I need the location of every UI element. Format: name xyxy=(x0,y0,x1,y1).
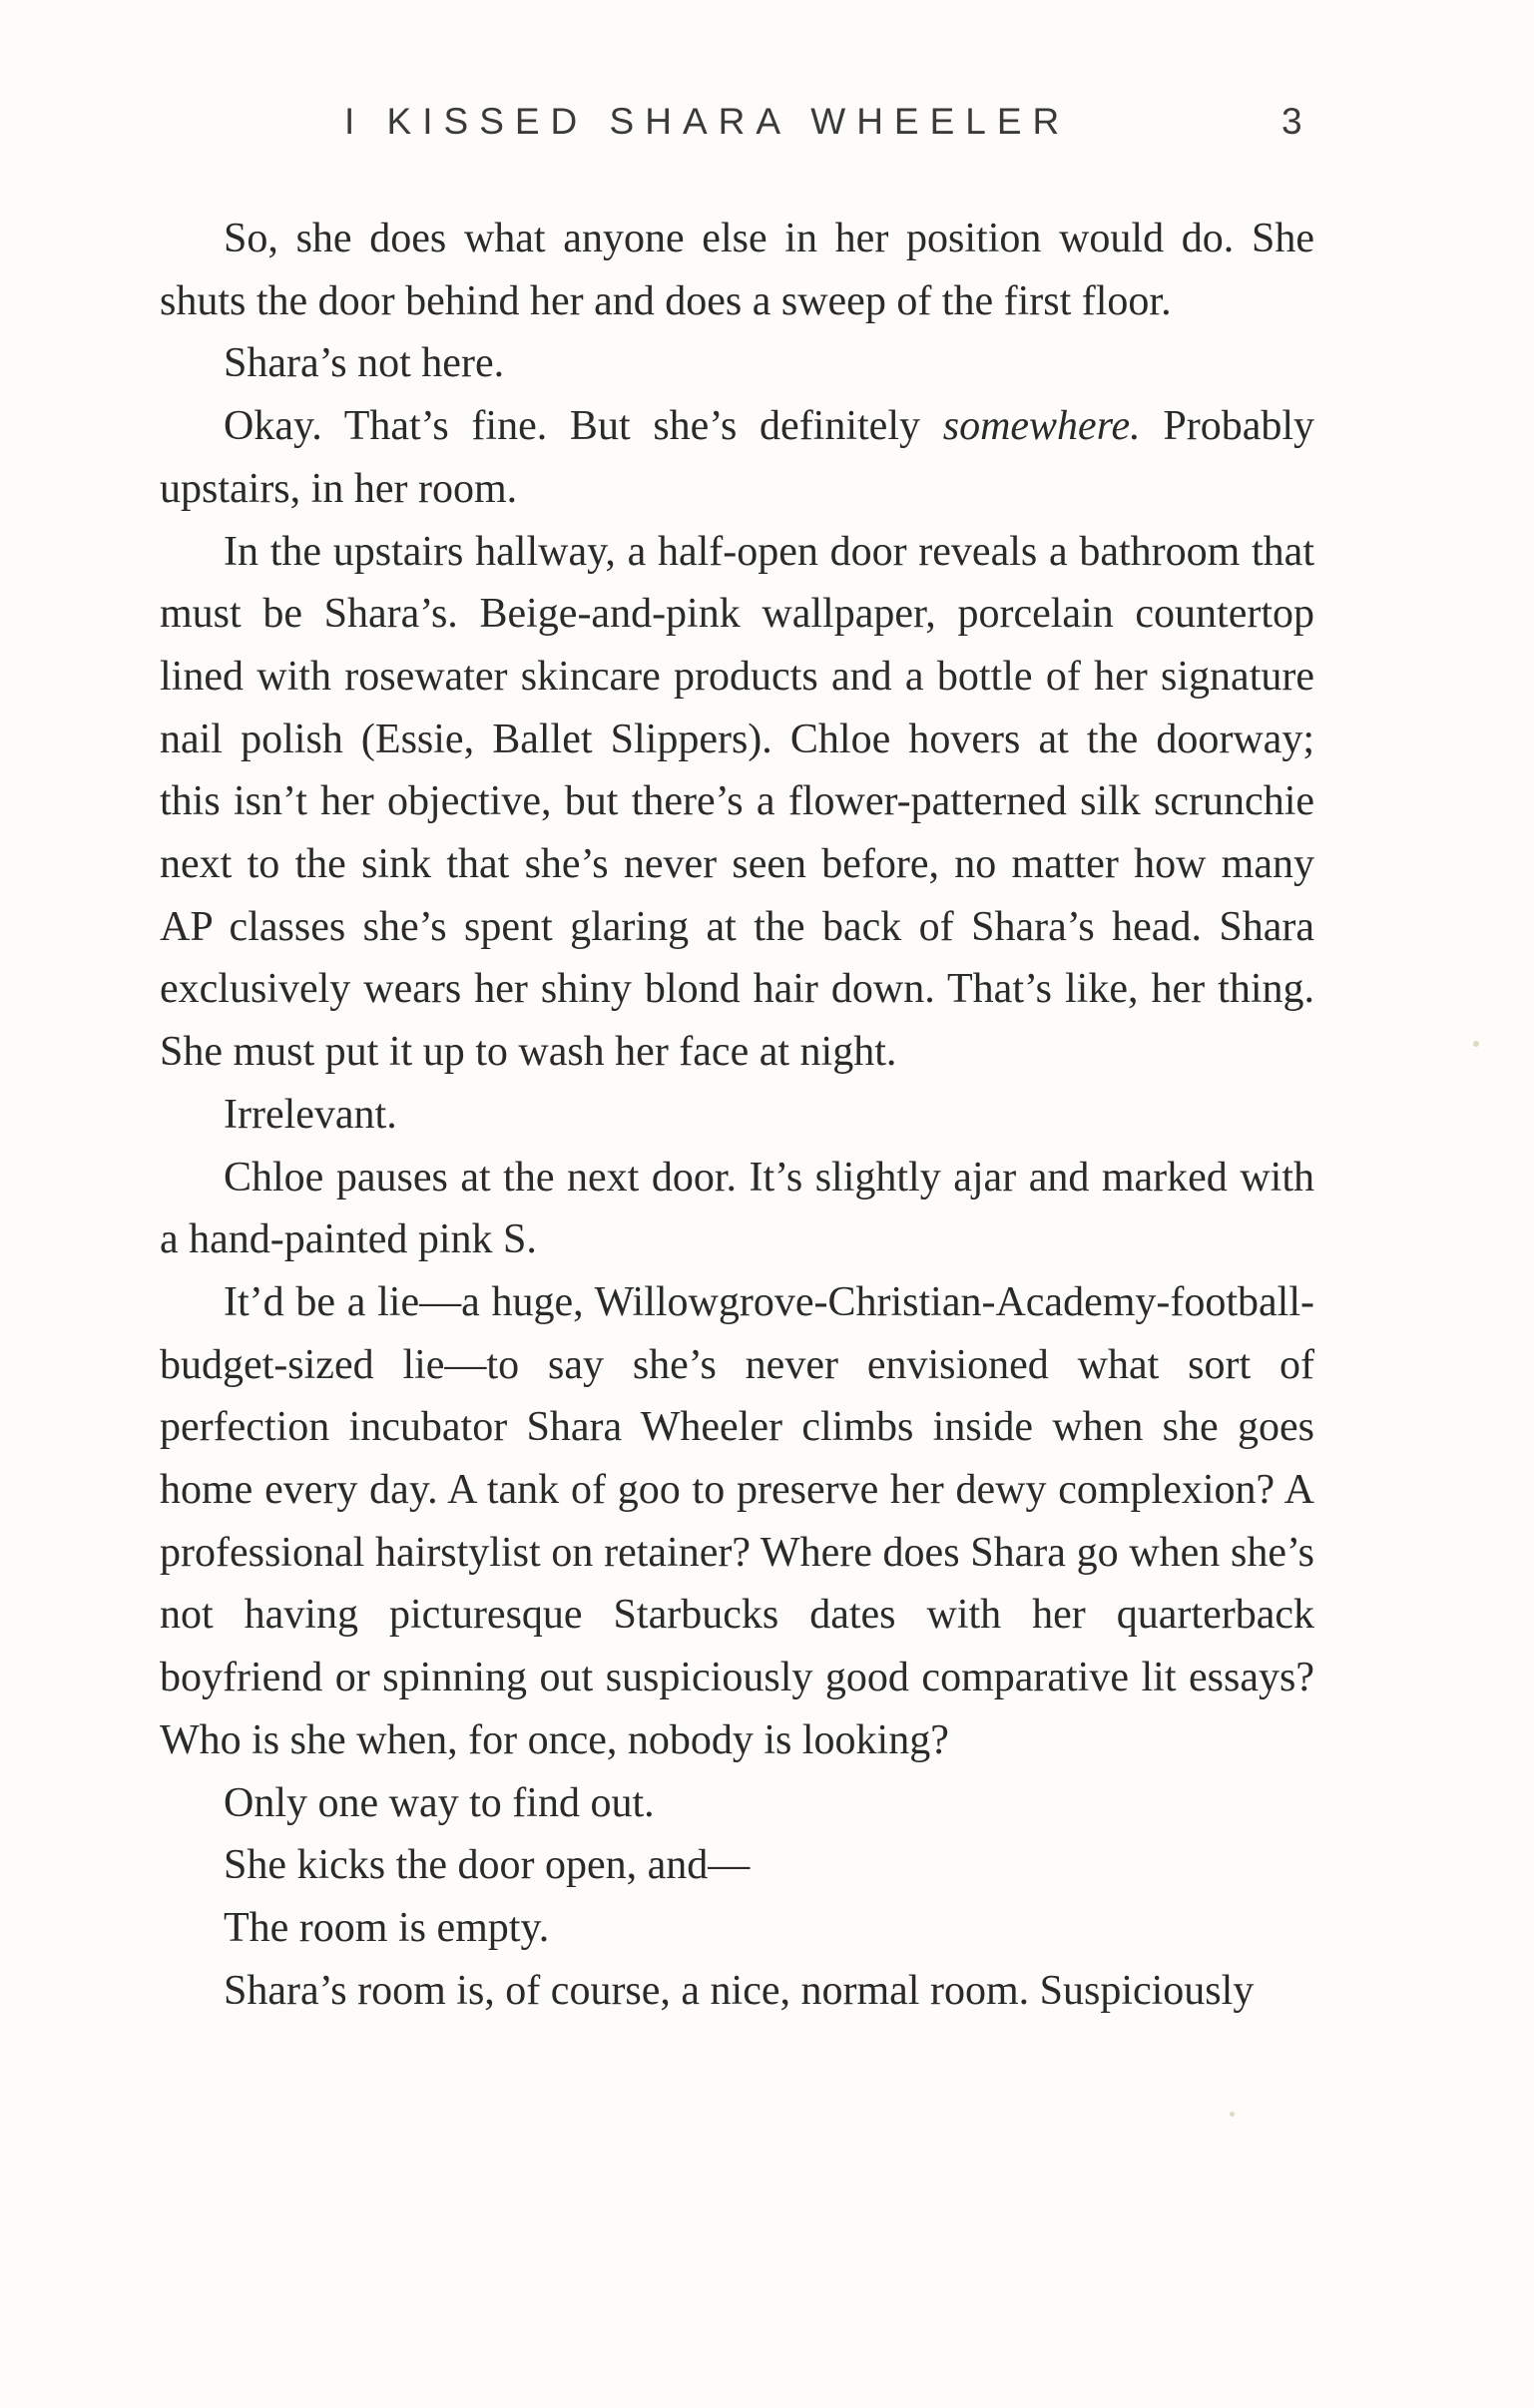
running-head xyxy=(0,92,1534,152)
paragraph-1: So, she does what anyone else in her position would do. She shuts the door behind her and does a sweep of the first floor. xyxy=(160,216,1314,324)
paragraph-2: Shara’s not here. xyxy=(224,340,505,387)
paragraph-11: Shara’s room is, of course, a nice, normal room. Suspiciously xyxy=(224,1967,1255,2014)
paragraph-7: It’d be a lie—a huge, Willowgrove-Christian-Academy-football-budget-sized lie—to say she’s never envisioned what sort of perfection incubator Shara Wheeler climbs inside when she goes home every day. A tank of goo to preserve her dewy complexion? A professional hairstylist on retainer? Where does Shara go when she’s not having picturesque Starbucks dates with her quarterback boyfriend or spinning out suspiciously good comparative lit essays? Who is she when, for once, nobody is looking? xyxy=(160,1278,1314,1763)
page-number: 3 xyxy=(1281,101,1302,142)
body-text xyxy=(160,208,1314,2022)
paragraph-8: Only one way to find out. xyxy=(224,1779,655,1826)
paragraph-6: Chloe pauses at the next door. It’s slightly ajar and marked with a hand-painted pink S. xyxy=(160,1154,1314,1263)
paragraph-3-text-after: Probably upstairs, in her room. xyxy=(160,403,1315,512)
paper-speck xyxy=(1230,2112,1235,2117)
paragraph-3-text-before: Okay. That’s fine. But she’s definitely xyxy=(224,403,943,450)
running-title: I KISSED SHARA WHEELER xyxy=(344,101,1071,142)
paragraph-10: The room is empty. xyxy=(224,1904,550,1951)
paragraph-5: Irrelevant. xyxy=(224,1091,397,1138)
paper-speck xyxy=(1473,1041,1479,1047)
paragraph-3-italic: somewhere. xyxy=(942,403,1141,450)
paragraph-3 xyxy=(160,395,1314,520)
paragraph-4: In the upstairs hallway, a half-open door reveals a bathroom that must be Shara’s. Beige-and-pink wallpaper, porcelain countertop lined with rosewater skincare products and a bottle of her signature nail polish (Essie, Ballet Slippers). Chloe hovers at the doorway; this isn’t her objective, but there’s a flower-patterned silk scrunchie next to the sink that she’s never seen before, no matter how many AP classes she’s spent glaring at the back of Shara’s head. Shara exclusively wears her shiny blond hair down. That’s like, her thing. She must put it up to wash her face at night. xyxy=(160,528,1314,1076)
paragraph-9: She kicks the door open, and— xyxy=(224,1842,751,1889)
